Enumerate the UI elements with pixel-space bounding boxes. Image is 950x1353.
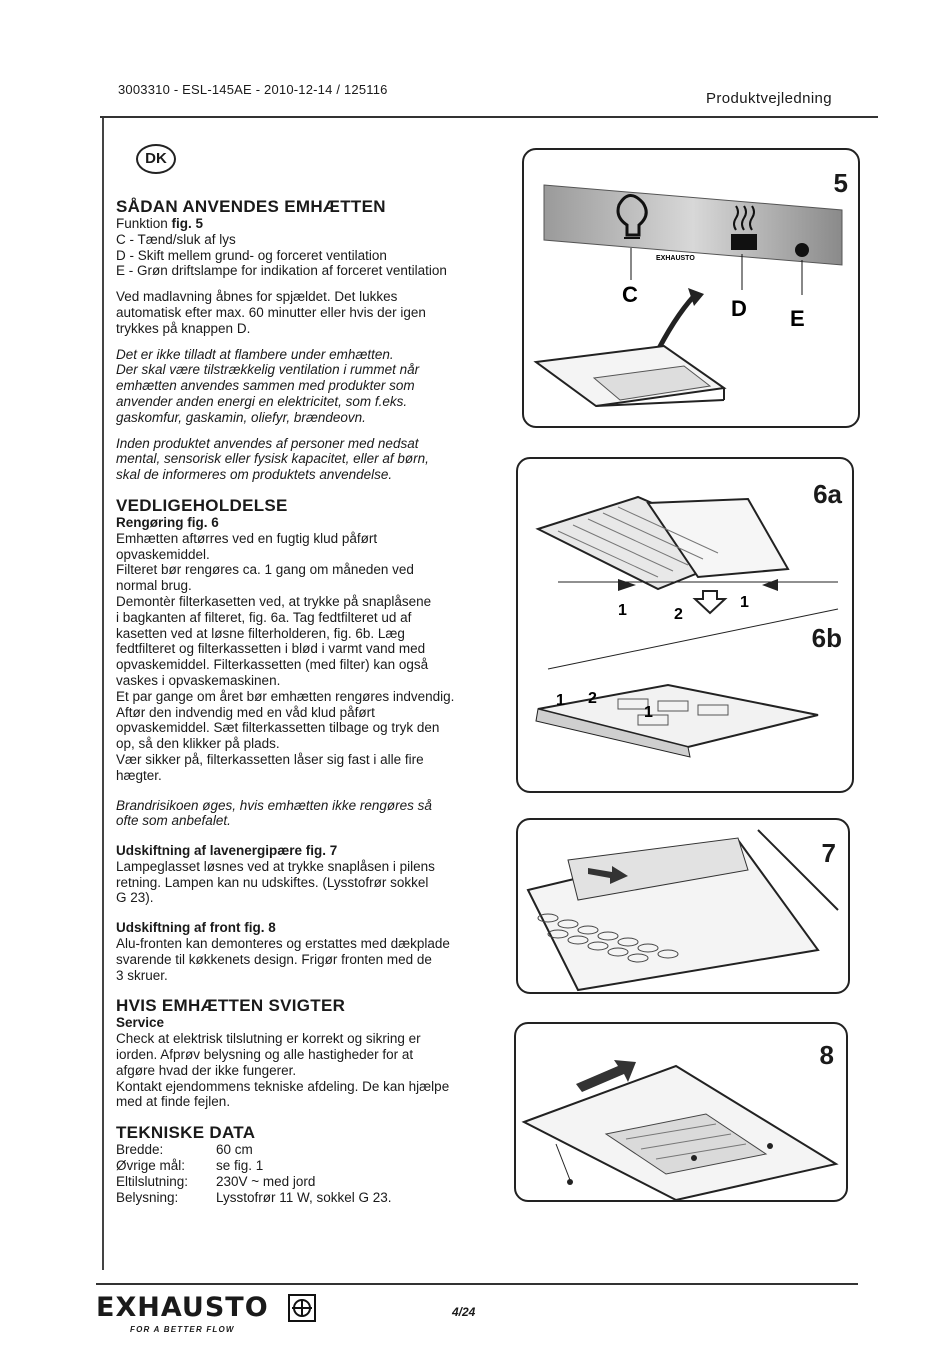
service-text [116, 1031, 496, 1110]
tech-key: Bredde: [116, 1142, 164, 1158]
technical-data-table [116, 1142, 496, 1205]
left-margin-rule [102, 118, 104, 1270]
figure-6-illustration [518, 459, 852, 791]
footer-rule [96, 1283, 858, 1285]
warning-line: Det er ikke tilladt at flambere under emhætten. [116, 346, 394, 362]
label-6a-1b: 1 [740, 594, 749, 611]
instruction-line: 3 skruer. [116, 967, 168, 983]
instruction-line: Demontèr filterkasetten ved, at trykke på snaplåsene [116, 593, 432, 609]
safety-warning [116, 347, 496, 426]
figure-7-illustration [518, 820, 848, 992]
service-line: Check at elektrisk tilslutning er korrekt og sikring er [116, 1031, 421, 1047]
instruction-line: svarende til køkkenets design. Frigør fronten med de [116, 951, 432, 967]
label-d: D [731, 296, 747, 321]
function-label: Funktion fig. 5 [116, 216, 204, 231]
service-line: afgøre hvad der ikke fungerer. [116, 1062, 297, 1078]
instruction-line: op, så den klikker på plads. [116, 736, 280, 752]
service-line: iorden. Afprøv belysning og alle hastigheder for at [116, 1047, 414, 1063]
front-replacement-text [116, 936, 496, 983]
warning-line: anvender anden energi en elektricitet, som f.eks. [116, 393, 408, 409]
section-title-failure: HVIS EMHÆTTEN SVIGTER [116, 996, 346, 1016]
label-e: E [790, 306, 805, 331]
cleaning-subtitle: Rengøring fig. 6 [116, 514, 219, 530]
service-line: med at finde fejlen. [116, 1094, 231, 1110]
function-line: E - Grøn driftslampe for indikation af forceret ventilation [116, 263, 447, 279]
label-6a-1a: 1 [618, 602, 627, 619]
language-badge: DK [136, 144, 176, 174]
document-id: 3003310 - ESL-145AE - 2010-12-14 / 125116 [118, 82, 388, 97]
label-6b-1: 1 [556, 692, 565, 709]
warning-line: ofte som anbefalet. [116, 813, 231, 829]
label-6a-2: 2 [674, 606, 683, 623]
text-column [116, 198, 496, 1205]
paragraph-line: trykkes på knappen D. [116, 320, 251, 336]
brand-tagline: FOR A BETTER FLOW [130, 1325, 235, 1334]
section-title-maintenance: VEDLIGEHOLDELSE [116, 495, 288, 515]
brand-logo-icon [288, 1294, 316, 1322]
instruction-line: i bagkanten af filteret, fig. 6a. Tag fedtfilteret ud af [116, 609, 412, 625]
instruction-line: Filteret bør rengøres ca. 1 gang om måneden ved [116, 562, 414, 578]
tech-key: Øvrige mål: [116, 1158, 186, 1174]
instruction-line: retning. Lampen kan nu udskiftes. (Lysstofrør sokkel [116, 874, 429, 890]
function-line: D - Skift mellem grund- og forceret ventilation [116, 247, 387, 263]
label-c: C [622, 282, 638, 307]
lamp-replacement-title: Udskiftning af lavenergipære fig. 7 [116, 843, 338, 859]
instruction-line: Aftør den indvendig med en våd klud påført [116, 704, 375, 720]
figure-8-number: 8 [819, 1040, 834, 1070]
instruction-line: Et par gange om året bør emhætten rengøres indvendig. [116, 688, 455, 704]
tech-row [116, 1174, 496, 1190]
cleaning-instructions [116, 531, 496, 784]
tech-key: Belysning: [116, 1189, 179, 1205]
usage-paragraph [116, 289, 496, 336]
service-subtitle: Service [116, 1015, 165, 1031]
function-list [116, 232, 496, 279]
warning-line: Brandrisikoen øges, hvis emhætten ikke rengøres så [116, 797, 432, 813]
instruction-line: Vær sikker på, filterkassetten låser sig fast i alle fire [116, 751, 424, 767]
instruction-line: G 23). [116, 890, 154, 906]
instruction-line: hægter. [116, 767, 162, 783]
warning-line: Der skal være tilstrækkelig ventilation i rummet når [116, 362, 420, 378]
tech-value: 230V ~ med jord [216, 1173, 316, 1189]
instruction-line: Emhætten aftørres ved en fugtig klud påført [116, 530, 378, 546]
tech-value: Lysstofrør 11 W, sokkel G 23. [216, 1189, 392, 1205]
tech-row [116, 1190, 496, 1206]
figure-5-number: 5 [833, 168, 848, 198]
header-rule [100, 116, 878, 118]
tech-value: se fig. 1 [216, 1158, 264, 1174]
user-warning [116, 436, 496, 483]
figure-5-brand: EXHAUSTO [656, 255, 695, 262]
figure-7-number: 7 [821, 838, 836, 868]
figure-8-illustration [516, 1024, 846, 1200]
instruction-line: opvaskemiddel. Filterkassetten (med filter) kan også [116, 657, 429, 673]
warning-line: mental, sensorisk eller fysisk kapacitet, eller af børn, [116, 451, 429, 467]
instruction-line: normal brug. [116, 578, 192, 594]
instruction-line: Alu-fronten kan demonteres og erstattes med dækplade [116, 936, 450, 952]
tech-row [116, 1158, 496, 1174]
instruction-line: Lampeglasset løsnes ved at trykke snaplåsen i pilens [116, 858, 435, 874]
paragraph-line: Ved madlavning åbnes for spjældet. Det lukkes [116, 289, 398, 305]
document-type: Produktvejledning [706, 90, 833, 107]
tech-key: Eltilslutning: [116, 1173, 189, 1189]
brand-wordmark: EXHAUSTO [96, 1292, 269, 1323]
figure-7 [516, 818, 850, 994]
lamp-replacement-text [116, 859, 496, 906]
figure-5-illustration [524, 150, 858, 426]
function-line: C - Tænd/sluk af lys [116, 231, 236, 247]
instruction-line: vaskes i opvaskemaskinen. [116, 672, 281, 688]
warning-line: skal de informeres om produktets anvendelse. [116, 467, 393, 483]
page-number: 4/24 [452, 1305, 476, 1319]
warning-line: Inden produktet anvendes af personer med nedsat [116, 435, 419, 451]
figure-5 [522, 148, 860, 428]
label-6b-2: 2 [588, 690, 597, 707]
paragraph-line: automatisk efter max. 60 minutter eller hvis der igen [116, 304, 426, 320]
section-title-technical: TEKNISKE DATA [116, 1123, 256, 1143]
instruction-line: opvaskemiddel. Sæt filterkassetten tilbage og tryk den [116, 720, 440, 736]
warning-line: emhætten anvendes sammen med produkter som [116, 378, 415, 394]
instruction-line: opvaskemiddel. [116, 546, 210, 562]
tech-row [116, 1142, 496, 1158]
fire-risk-warning [116, 798, 496, 830]
instruction-line: kasetten ved at løsne filterholderen, fig. 6b. Læg [116, 625, 405, 641]
figure-6a-number: 6a [813, 479, 842, 509]
figure-6 [516, 457, 854, 793]
figure-8 [514, 1022, 848, 1202]
tech-value: 60 cm [216, 1142, 253, 1158]
instruction-line: fedtfilteret og filterkassetten i blød i varmt vand med [116, 641, 426, 657]
front-replacement-title: Udskiftning af front fig. 8 [116, 920, 276, 936]
warning-line: gaskomfur, gaskamin, oliefyr, brændeovn. [116, 409, 366, 425]
service-line: Kontakt ejendommens tekniske afdeling. De kan hjælpe [116, 1078, 450, 1094]
label-6b-1c: 1 [644, 704, 653, 721]
section-title-use: SÅDAN ANVENDES EMHÆTTEN [116, 197, 386, 216]
figure-6b-number: 6b [811, 623, 842, 653]
